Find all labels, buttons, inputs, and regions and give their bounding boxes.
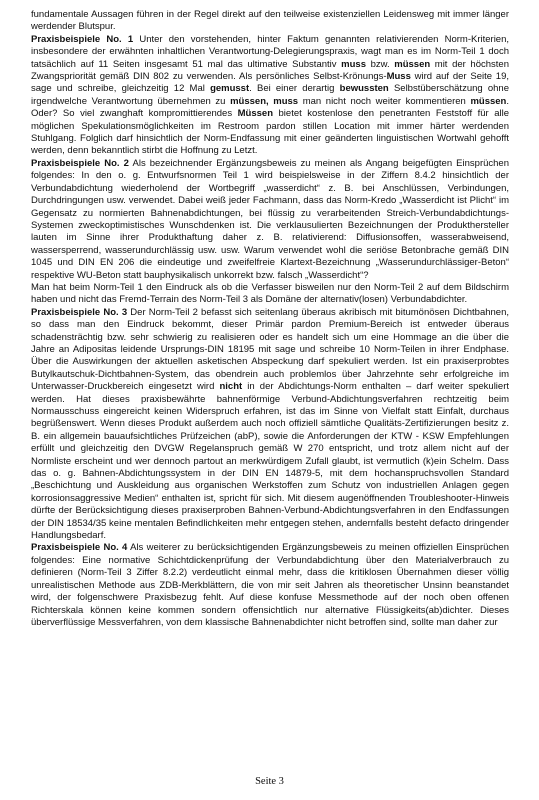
paragraph <box>31 34 509 158</box>
text-run: bietet kostenlose den penetranten Feststoff für alle möglichen Spekulationsmöglichkeiten im Restroom pardon stillen Location mit immer härter werdenden Stuhlgang. Folglich darf hinsichtlich der Norm-Endfassung mit einer geänderten linguistischen Wortwahl gehofft werden, denn bekanntlich stirbt die Hoffnung zu Letzt. <box>31 108 509 157</box>
paragraph <box>31 9 509 34</box>
text-run: . Bei einer derartig <box>249 83 340 95</box>
paragraph <box>31 542 509 629</box>
paragraph <box>31 307 509 543</box>
bold-text-run: Muss <box>386 71 411 83</box>
bold-text-run: nicht <box>219 381 243 393</box>
bold-text-run: müssen, muss <box>230 95 299 107</box>
text-run: Unter den vorstehenden, hinter Faktum genannten relativierenden Norm-Kriterien, insbesondere der erwähnten inhaltlichen Verantwortung-Delegierungspraxis, wagt man es im Norm-Teil 1 doch tatsächlich auf 11 Seiten insgesamt 51 mal das ultimative Substantiv <box>31 33 510 70</box>
paragraph <box>31 158 509 282</box>
document-body <box>31 9 509 629</box>
bold-text-run: müssen <box>394 58 431 70</box>
bold-text-run: Praxisbeispiele No. 3 <box>31 306 128 318</box>
text-run: . Oder? So viel zwanghaft kompromittierendes <box>31 95 509 120</box>
bold-text-run: bewussten <box>339 83 389 95</box>
bold-text-run: Müssen <box>237 108 273 120</box>
bold-text-run: gemusst <box>210 83 250 95</box>
text-run: mit der höchsten Zwangspriorität gemäß DIN 802 zu verwenden. Als persönliches Selbst-Krönungs- <box>31 58 509 83</box>
bold-text-run: Praxisbeispiele No. 2 <box>31 157 129 169</box>
bold-text-run: müssen <box>470 95 507 107</box>
text-run: wird auf der Seite 19, sage und schreibe, gleichzeitig 12 Mal <box>31 71 509 95</box>
page-number: Seite 3 <box>255 776 284 787</box>
text-run: man nicht noch weiter kommentieren <box>298 95 471 107</box>
text-run: fundamentale Aussagen führen in der Regel direkt auf den teilweise existenziellen Leidensweg mit immer länger werdender Blutspur. <box>31 9 509 33</box>
text-run: Man hat beim Norm-Teil 1 den Eindruck als ob die Verfasser bisweilen nur den Norm-Teil 2 auf dem Bildschirm haben und nicht das Fremd-Terrain des Norm-Teil 3 als Domäne der alternativ(losen) Verbundabdichter. <box>31 281 509 306</box>
text-run: Der Norm-Teil 2 befasst sich seitenlang überaus akribisch mit bitumönösen Dichtbahnen, so dass man den Eindruck bekommt, dieser Primär pardon Premium-Bereich ist entweder überaus schadensträchtig bzw. sehr schwierig zu realisieren oder es handelt sich um eine Hommage an die über die Jahre an Adipositas leidende Ursprungs-DIN 18195 mit sage und schreibe 10 Norm-Teilen in ihrer Endphase. Über die Auswirkungen der aktuellen asketischen Abspeckung darf spekuliert werden. Ist ein praxiserprobtes Butylkautschuk-Dichtbahnen-System, das obendrein auch problemlos über Jahrzehnte sehr erfolgreiche im Unterwasser-Druckbereich eingesetzt wird <box>31 306 509 393</box>
text-run: in der Abdichtungs-Norm enthalten – darf weiter spekuliert werden. Hat dieses praxisbewährte bahnenförmige Verbund-Abdichtungsverfahren rechtzeitig beim Normausschuss eingereicht keinen Widerspruch erfahren, ist das im Sinne von Vielfalt statt Einfalt, durchaus begrüßenswert. Wenn dieses Produkt außerdem auch noch offiziell sämtliche Qualitäts-Zertifizierungen besitz z. B. ein allgemein bauaufsichtliches Prüfzeichen (abP), sowie die Anforderungen der KTW - KSW Empfehlungen erfüllt und gleichzeitig den DVGW Regelanspruch gemäß W 270 entspricht, und trotz allem nicht auf der Normliste erscheint und wer dennoch partout an merkwürdigem Zufall glaubt, ist vermutlich (k)ein Schelm. Dass das o. g. Bahnen-Abdichtungssystem in der DIN EN 14879-5, mit dem hochanspruchsvollen Standard „Beschichtung und Auskleidung aus organischen Werkstoffen zum Schutz von industriellen Anlagen gegen korrosionsaggressive Medien“ enthalten ist, spricht für sich. Mit diesem augenöffnenden Troubleshooter-Hinweis dürfte der Berücksichtigung dieses praxiserproben Bahnen-Verbund-Abdichtungsverfahren in den Endfassungen der DIN 18534/35 keine mentalen Befindlichkeiten mehr entgegen stehen, andernfalls besteht defacto dringender Handlungsbedarf. <box>31 381 509 542</box>
text-run: Selbstüberschätzung ohne irgendwelche Verantwortung übernehmen zu <box>31 83 510 107</box>
text-run: Als bezeichnender Ergänzungsbeweis zu meinen als Angang beigefügten Einsprüchen folgendes: In den o. g. Entwurfsnormen Teil 1 wird beispielsweise in der Ziffern 8.4.2 hinsichtlich der Verbundabdichtung wiederholend der Wortbegriff „wasserdicht“ z. B. bei Anschlüssen, Verbindungen, Durchdringungen usw. verwendet. Dabei weiß jeder Fachmann, dass das Norm-Kredo „Wasserdicht ist Plicht“ im Gegensatz zu normierten Bahnenabdichtungen, bei flüssig zu verarbeitenden Streich-Verbundabdichtungs-Systemen zweckoptimistisches Wunschdenken ist. Die verklausulierten Bezeichnungen der Produkthersteller lauten im Sinne ihrer Produkthaftung daher z. B. relativierend: Diffusionsoffen, wasserabweisend, wassersperrend, wasserundurchlässig usw. usw. Warum verwendet wohl die seriöse Betonbrache gemäß DIN 1045 und DIN EN 206 die eindeutige und zweifelfreie Klartext-Bezeichnung „Wasserundurchlässiger-Beton“ respektive WU-Beton statt bauphysikalisch unkorrekt bzw. falsch „Wasserdicht“? <box>31 157 509 281</box>
bold-text-run: Praxisbeispiele No. 1 <box>31 33 134 45</box>
text-run: bzw. <box>365 58 395 70</box>
paragraph <box>31 282 509 307</box>
bold-text-run: muss <box>341 58 366 70</box>
text-run: Als weiterer zu berücksichtigenden Ergänzungsbeweis zu meinen offiziellen Einsprüchen folgendes: Eine normative Schichtdickenprüfung der Verbundabdichtung über den Materialverbrauch zu definieren (Norm-Teil 3 Ziffer 8.2.2) verdeutlicht einmal mehr, dass die kritiklosen Übernahmen dieser völlig unrealistischen Methode aus ZDB-Merkblättern, die von mir seit Jahren als theoretischer Unsinn beanstandet wird, der folgenschwere Praxisbezug fehlt. Auf diese konfuse Messmethode auf der noch oben offenen Richterskala können keine kommen sondern offensichtlich nur alternative Flüssigkeits(ab)dichter. Dieses überverflüssige Messverfahren, von dem klassische Bahnenabdichter nicht betroffen sind, sollte man daher zur <box>31 542 509 628</box>
bold-text-run: Praxisbeispiele No. 4 <box>31 542 128 554</box>
